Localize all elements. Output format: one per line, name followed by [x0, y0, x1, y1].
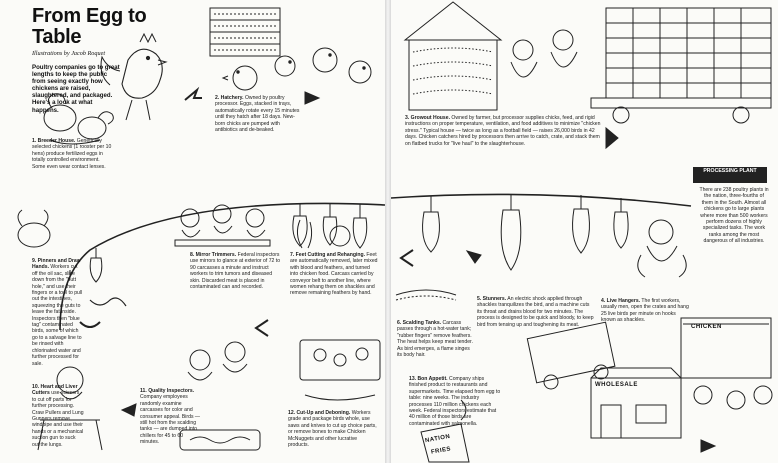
arrow-6-to-7	[401, 250, 413, 266]
step-10-caption	[32, 384, 84, 448]
step-4-body: The first workers, usually men, open the crates and hang 25 live birds per minute on hooks known as shackles.	[601, 298, 689, 324]
arrow-10-to-11	[122, 404, 136, 416]
step-13-title: 13. Bon Appetit.	[409, 376, 448, 382]
step-12-body: Workers grade and package birds whole, use saws and knives to cut up choice parts, or remove bones to make Chicken McNuggets and other lucrative products.	[288, 410, 377, 449]
step-13-body: Company ships finished product to restaurants and supermarkets. Time elapsed from egg to table: nine weeks. The industry processes 110 million chickens each week. Federal inspectors estimate that 40 million of those birds are contaminated with salmonella.	[409, 376, 501, 427]
flatbed-truck-drawing	[591, 8, 771, 123]
arrow-7-to-8	[256, 320, 268, 336]
step-6-body: Carcass passes through a hot-water tank; "rubber fingers" remove feathers. The heat helps keep meat tender. As bird emerges, a flame singes its body hair.	[397, 320, 473, 359]
article-title	[32, 6, 182, 48]
step-7-caption	[290, 252, 378, 297]
step-2-body: Owned by poultry processor. Eggs, stacked in trays, automatically rotate every 15 minutes until they hatch after 18 days. New-born chicks are pumped with antibiotics and de-beaked.	[215, 95, 300, 134]
mirror-trimmers-drawing	[175, 205, 270, 246]
step-8-title: 8. Mirror Trimmers.	[190, 252, 237, 258]
restaurant-sign: CHICKEN	[691, 324, 722, 330]
step-11-caption	[140, 388, 202, 446]
left-page	[0, 0, 385, 463]
step-13-caption	[409, 376, 501, 427]
step-10-body: use scissors to cut off parts for further processing. Craw Pullers and Lung Gunners remove windpipe and use their hands or a mechanical suction gun to suck out the lungs.	[32, 390, 84, 448]
nation-label: NATION	[424, 433, 451, 445]
hanging-birds-right	[423, 194, 629, 270]
restaurant-drawing	[681, 318, 772, 409]
chicks-drawing	[223, 48, 371, 90]
step-12-title: 12. Cut-Up and Deboning.	[288, 410, 351, 416]
step-11-body: Company employees randomly examine carcasses for color and consumer appeal. Birds — still hot from the scalding tanks — are dumped into chillers for 45 to 60 minutes.	[140, 394, 201, 446]
processing-plant-heading: PROCESSING PLANT	[693, 167, 767, 183]
processing-plant-body: There are 238 poultry plants in the nation, three-fourths of them in the South. Almost all chickens go to large plants where more than 500 workers perform dozens of highly specialized tasks. The work ranks among the most dangerous of all industries.	[699, 187, 769, 245]
step-5-title: 5. Stunners.	[477, 296, 507, 302]
step-2-caption	[215, 95, 300, 133]
step-3-title: 3. Growout House.	[405, 115, 450, 121]
article-title-line-1: From Egg to	[32, 5, 147, 27]
step-3-caption	[405, 115, 605, 147]
arrow-2-to-3	[305, 92, 319, 104]
step-1-caption	[32, 138, 114, 170]
step-2-title: 2. Hatchery.	[215, 95, 244, 101]
step-1-title: 1. Breeder House.	[32, 138, 76, 144]
step-9-caption	[32, 258, 84, 367]
step-10-title: 10. Heart and Liver Cutters	[32, 384, 78, 397]
step-5-caption	[477, 296, 595, 328]
step-8-body: Federal inspectors use mirrors to glance at exterior of 72 to 90 carcasses a minute and instruct workers to trim tumors and diseased skin. Discarded meat is placed in contaminated can and recorded.	[190, 252, 281, 291]
live-hanger-worker-drawing	[638, 220, 686, 277]
right-page	[391, 0, 778, 463]
delivery-truck-drawing	[527, 322, 615, 389]
cut-up-drawing	[300, 340, 380, 400]
step-6-caption	[397, 320, 475, 358]
step-9-body: Workers cut off the oil sac, slice down from the "butt hole," and use their fingers or a tool to pull out the intestines, squeezing the guts to leave the fat inside. Inspectors then "blue tag" contaminated birds, some of which go to a salvage line to be rinsed with chlorinated water and further processed for sale.	[32, 264, 83, 367]
step-7-title: 7. Feet Cutting and Rehanging.	[290, 252, 365, 258]
step-3-body: Owned by farmer, but processor supplies chicks, feed, and rigid instructions on proper temperature, ventilation, and food additives to minimize "chicken stress." Typical house — twice as long as a football field — raises 26,000 birds in 42 days. Chicken catchers hired by processors then arrive to catch, crate, and stack them on flatbed trucks for "live haul" to the slaughterhouse.	[405, 115, 601, 147]
step-9-title: 9. Pinners and Draw Hands.	[32, 258, 81, 271]
step-12-caption	[288, 410, 378, 448]
step-5-body: An electric shock applied through shackles tranquilizes the bird, and a machine cuts its throat and drains blood for two minutes. The process is designed to be quick and bloody, to keep bird from tensing up and toughening its meat.	[477, 296, 594, 328]
shackle-rail-right	[391, 194, 691, 206]
intro-paragraph: Poultry companies go to great lengths to keep the public from seeing exactly how chickens are raised, slaughtered, and packaged. Here's a look at what happens.	[32, 64, 120, 114]
chicken-catchers-drawing	[511, 30, 577, 77]
arrow-1-to-2	[185, 90, 202, 100]
hatchery-trays-drawing	[210, 8, 280, 56]
scalding-tank-drawing	[396, 290, 456, 300]
illustration-credit: Illustrations by Jacob Roquet	[32, 50, 106, 57]
growout-house-drawing	[405, 2, 501, 110]
step-6-title: 6. Scalding Tanks.	[397, 320, 442, 326]
article-title-line-2: Table	[32, 26, 82, 48]
arrow-3-to-plant	[606, 128, 618, 148]
arrow-5-to-6	[467, 251, 481, 263]
step-4-title: 4. Live Hangers.	[601, 298, 641, 304]
step-1-body: Genetically selected chickens (1 rooster per 10 hens) produce fertilized eggs in totally controlled environment. Some even wear contact lenses.	[32, 138, 112, 170]
step-7-body: Feet are automatically removed, later mixed with blood and feathers, and turned into chicken food. Carcass carried by conveyor belt to another line, where women rehang them on shackles and remove remaining feathers by hand.	[290, 252, 378, 297]
wholesale-sign: WHOLESALE	[595, 382, 638, 388]
fries-label: FRIES	[430, 446, 452, 456]
arrow-to-consumer	[701, 440, 715, 452]
step-4-caption	[601, 298, 689, 324]
step-8-caption	[190, 252, 282, 290]
step-11-title: 11. Quality Inspectors.	[140, 388, 195, 394]
